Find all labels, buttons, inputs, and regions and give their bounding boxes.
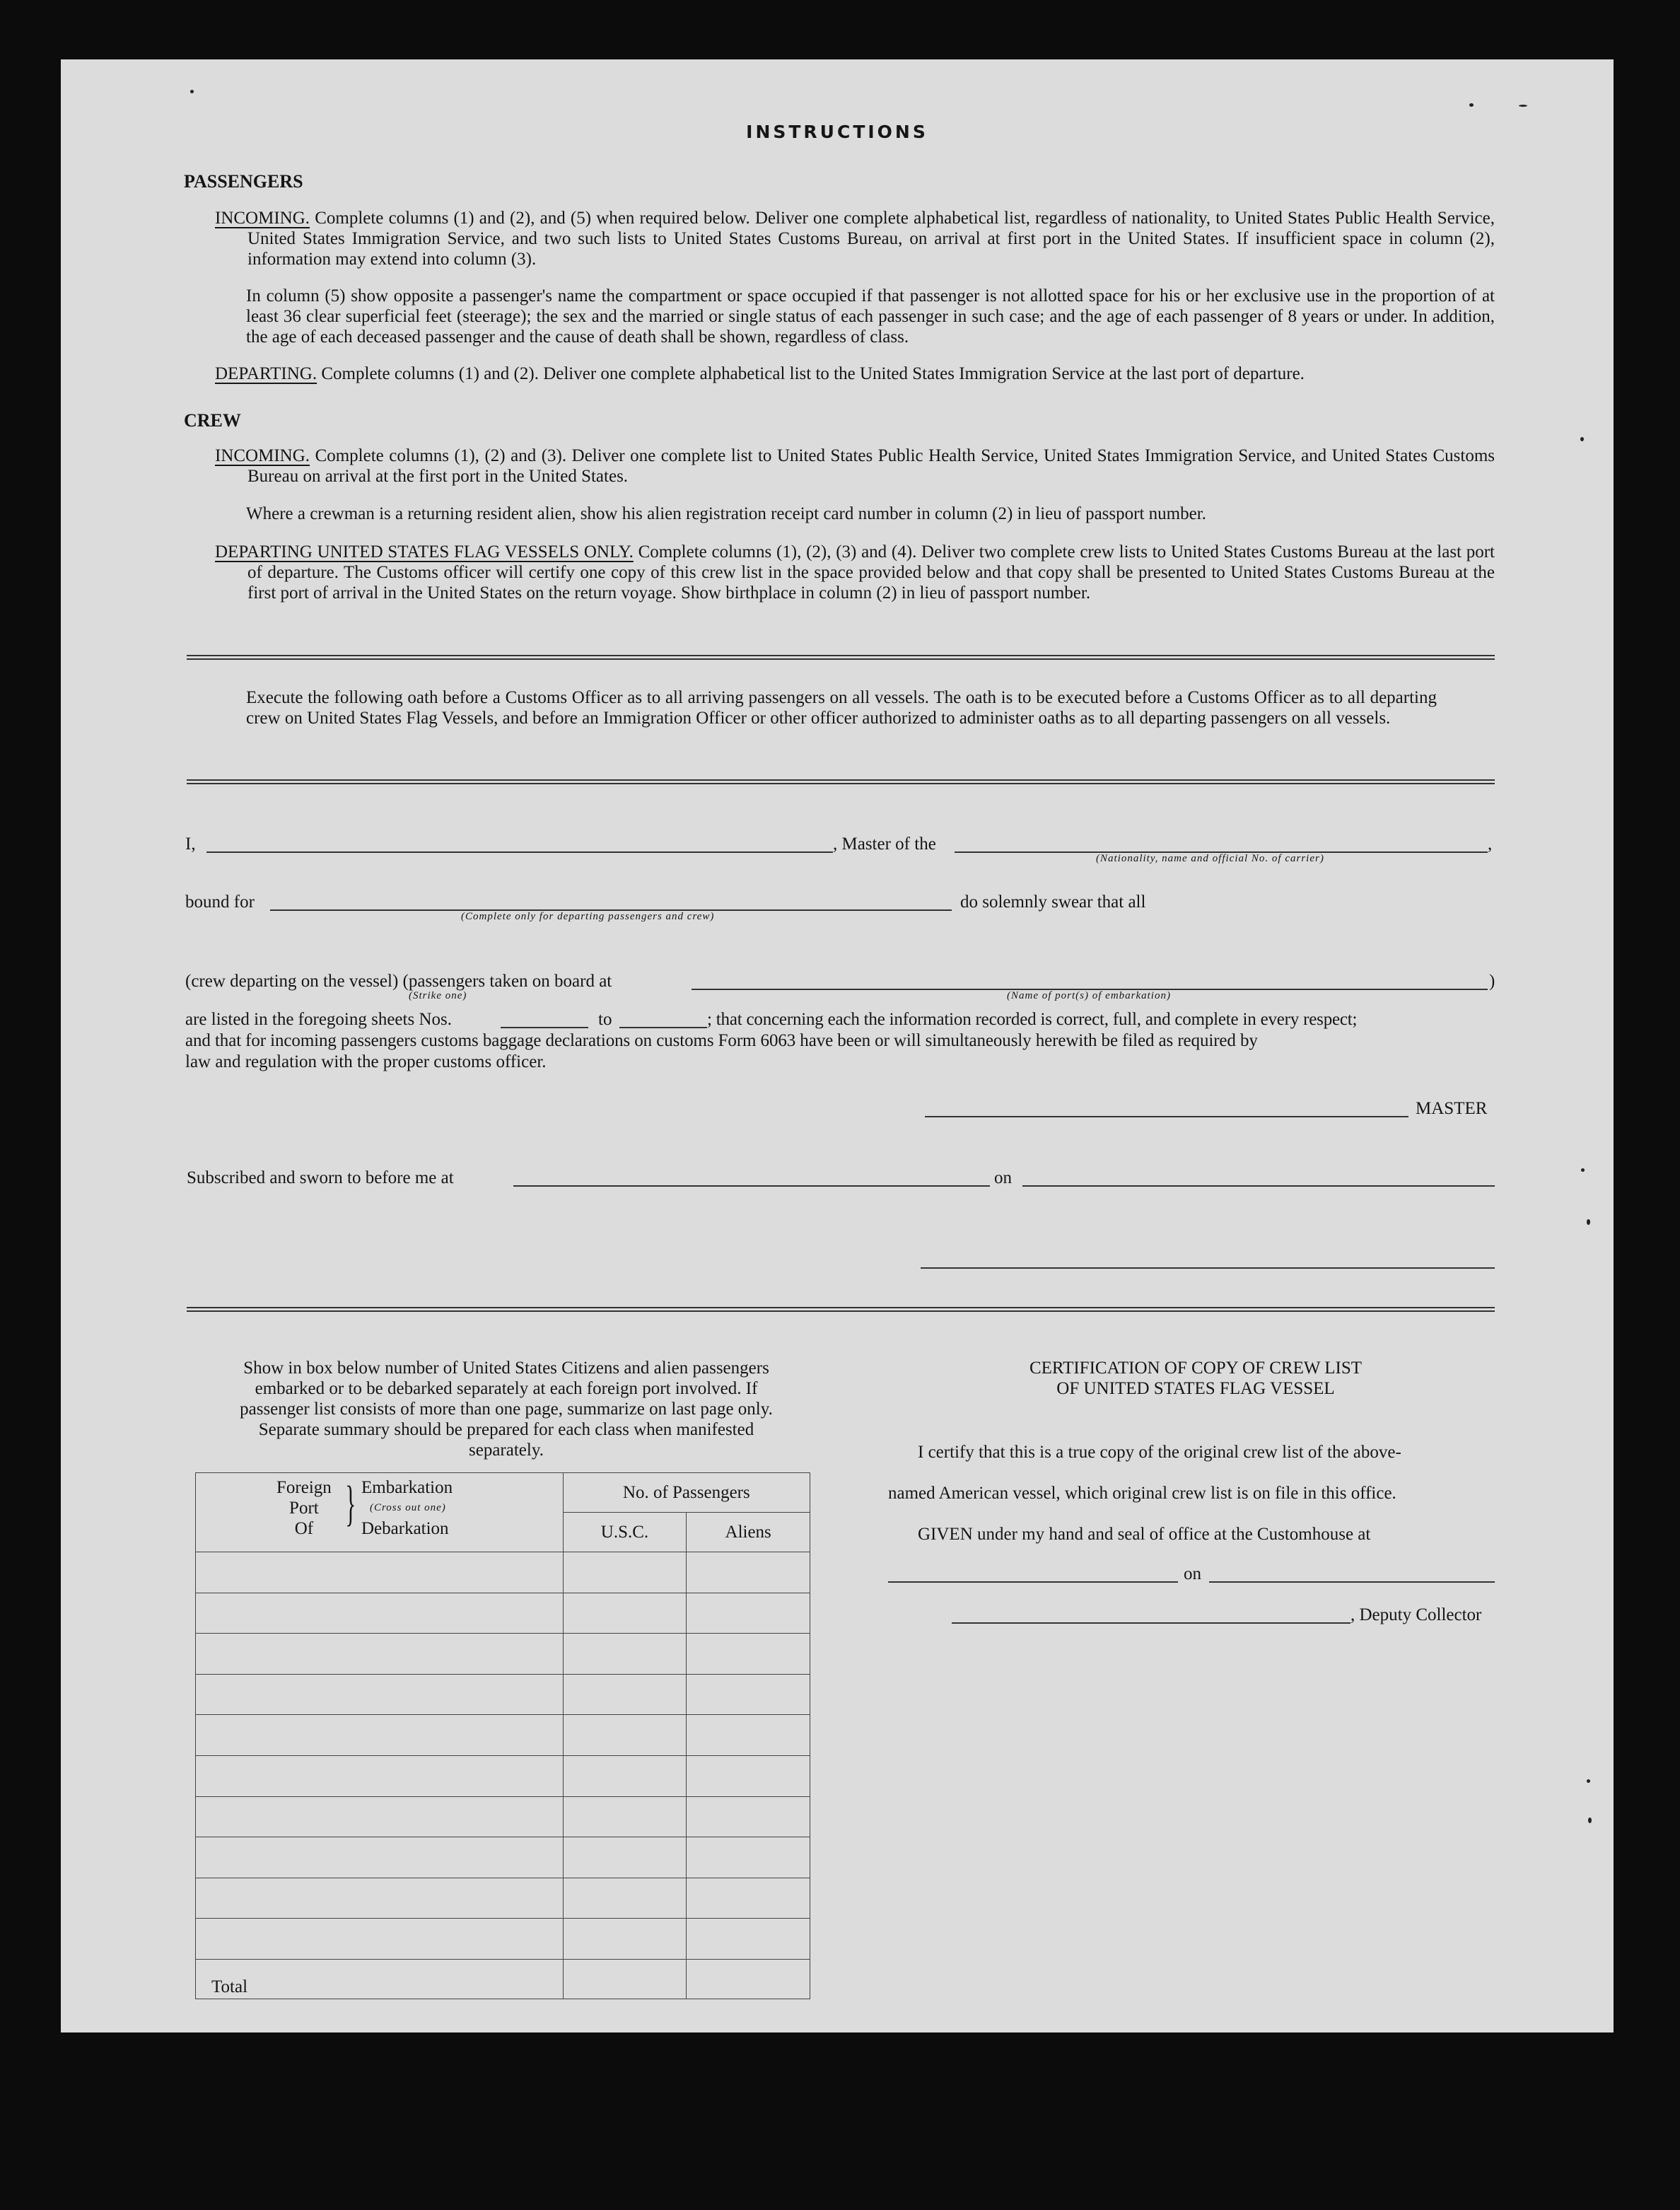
sheet-to-field[interactable]	[619, 1027, 707, 1028]
aliens-cell[interactable]	[687, 1755, 810, 1796]
passengers-incoming-text: Complete columns (1) and (2), and (5) when required below. Deliver one complete alphabetical list, regardless of nationality, to United States Public Health Service, United States Immigration Service, and two such lists to United States Customs Bureau, on arrival at first port in the United States. If insufficient space in column (2), information may extend into column (3).	[247, 209, 1495, 269]
master-of-the-label: , Master of the	[833, 834, 936, 854]
usc-cell[interactable]	[563, 1715, 687, 1756]
scan-speck	[1580, 437, 1584, 441]
carrier-comma: ,	[1488, 834, 1493, 854]
aliens-cell[interactable]	[687, 1634, 810, 1675]
summary-rows	[196, 1552, 810, 1960]
usc-cell[interactable]	[563, 1593, 687, 1634]
usc-header: U.S.C.	[563, 1513, 687, 1552]
instructions-title: INSTRUCTIONS	[746, 122, 928, 142]
scan-speck	[1581, 1168, 1585, 1172]
summary-note: Show in box below number of United States Citizens and alien passengers embarked or to be debarked separately at each foreign port involved. If passenger list consists of more than one page, summarize on last page only. Separate summary should be prepared for each class when manifested separately.	[240, 1359, 773, 1460]
of-label: Of	[294, 1519, 314, 1538]
double-rule	[187, 779, 1495, 784]
port-cell[interactable]	[196, 1796, 564, 1837]
oath-i-label: I,	[185, 834, 196, 854]
port-cell[interactable]	[196, 1552, 564, 1593]
sworn-date-field[interactable]	[1022, 1185, 1495, 1187]
usc-cell[interactable]	[563, 1755, 687, 1796]
aliens-cell[interactable]	[687, 1552, 810, 1593]
subscribed-label: Subscribed and sworn to before me at	[187, 1168, 454, 1187]
summary-row	[196, 1837, 810, 1878]
port-cell[interactable]	[196, 1919, 564, 1960]
port-cell[interactable]	[196, 1674, 564, 1715]
deputy-collector-label: , Deputy Collector	[1351, 1605, 1482, 1624]
port-cell[interactable]	[196, 1593, 564, 1634]
crew-departing-text: (crew departing on the vessel) (passengers taken on board at	[185, 972, 612, 991]
total-aliens-cell[interactable]	[687, 1959, 810, 1999]
summary-row	[196, 1634, 810, 1675]
to-label: to	[598, 1010, 612, 1029]
scan-speck	[1587, 1219, 1590, 1225]
summary-row	[196, 1593, 810, 1634]
oath-note: Execute the following oath before a Customs Officer as to all arriving passengers on all vessels. The oath is to be executed before a Customs Officer as to all departing crew on United States Flag Vessels, and before an Immigration Officer or other officer authorized to administer oaths as to all departing passengers on all vessels.	[246, 688, 1437, 728]
aliens-cell[interactable]	[687, 1715, 810, 1756]
oath-line-3: law and regulation with the proper customs officer.	[185, 1052, 547, 1071]
total-label: Total	[196, 1959, 564, 1999]
certify-line-1: I certify that this is a true copy of the original crew list of the above-	[918, 1443, 1401, 1462]
master-name-field[interactable]	[206, 851, 833, 853]
no-passengers-header: No. of Passengers	[563, 1473, 810, 1513]
cert-on-label: on	[1184, 1564, 1201, 1583]
port-cell[interactable]	[196, 1634, 564, 1675]
summary-row	[196, 1878, 810, 1919]
sheet-from-field[interactable]	[501, 1027, 588, 1028]
double-rule	[187, 1307, 1495, 1312]
passengers-departing-label: DEPARTING.	[215, 364, 317, 383]
customhouse-field[interactable]	[888, 1581, 1178, 1583]
strike-one-caption: (Strike one)	[409, 990, 467, 1001]
crew-departing-label: DEPARTING UNITED STATES FLAG VESSELS ONLY.	[215, 542, 634, 562]
cert-date-field[interactable]	[1209, 1581, 1495, 1583]
crew-alien-paragraph: Where a crewman is a returning resident alien, show his alien registration receipt card number in column (2) in lieu of passport number.	[246, 504, 1206, 523]
master-signature-field[interactable]	[925, 1116, 1408, 1117]
sworn-place-field[interactable]	[513, 1185, 990, 1187]
sworn-on-label: on	[994, 1168, 1012, 1187]
swear-text: do solemnly swear that all	[960, 892, 1146, 912]
officer-signature-field[interactable]	[921, 1267, 1495, 1269]
summary-row	[196, 1674, 810, 1715]
scan-speck	[1587, 1779, 1590, 1783]
crew-heading: CREW	[184, 410, 241, 431]
brace-icon: }	[345, 1477, 356, 1531]
passenger-summary-table	[195, 1472, 810, 1999]
summary-row	[196, 1552, 810, 1593]
listed-rest: ; that concerning each the information recorded is correct, full, and complete in every respect;	[707, 1010, 1358, 1029]
crew-incoming-paragraph	[215, 446, 1495, 487]
crew-incoming-text: Complete columns (1), (2) and (3). Deliver one complete list to United States Public Health Service, United States Immigration Service, and United States Customs Bureau on arrival at the first port in the United States.	[247, 446, 1495, 486]
usc-cell[interactable]	[563, 1674, 687, 1715]
usc-cell[interactable]	[563, 1552, 687, 1593]
port-label: Port	[289, 1499, 319, 1518]
aliens-header: Aliens	[687, 1513, 810, 1552]
form-page	[61, 59, 1614, 2032]
crew-departing-text: Complete columns (1), (2), (3) and (4). Deliver two complete crew lists to United States Customs Bureau at the last port of departure. The Customs officer will certify one copy of this crew list in the space provided below and that copy shall be presented to United States Customs Bureau at the first port of arrival in the United States on the return voyage. Show birthplace in column (2) in lieu of passport number.	[247, 542, 1495, 603]
passengers-column5-paragraph: In column (5) show opposite a passenger's name the compartment or space occupied if that passenger is not allotted space for his or her exclusive use in the proportion of at least 36 clear superficial feet (steerage); the sex and the married or single status of each passenger in such case; and the age of each passenger of 8 years or under. In addition, the age of each deceased passenger and the cause of death shall be shown, regardless of class.	[246, 286, 1495, 347]
passengers-departing-text: Complete columns (1) and (2). Deliver one complete alphabetical list to the United States Immigration Service at the last port of departure.	[321, 364, 1305, 383]
summary-row	[196, 1755, 810, 1796]
usc-cell[interactable]	[563, 1796, 687, 1837]
bound-for-label: bound for	[185, 892, 255, 912]
usc-cell[interactable]	[563, 1878, 687, 1919]
aliens-cell[interactable]	[687, 1837, 810, 1878]
scan-speck	[1469, 103, 1474, 107]
port-cell[interactable]	[196, 1755, 564, 1796]
aliens-cell[interactable]	[687, 1878, 810, 1919]
certification-title-line1: CERTIFICATION OF COPY OF CREW LIST	[1029, 1359, 1363, 1378]
summary-row	[196, 1919, 810, 1960]
listed-prefix: are listed in the foregoing sheets Nos.	[185, 1010, 452, 1029]
embarkation-label: Embarkation	[361, 1478, 453, 1497]
summary-row	[196, 1715, 810, 1756]
usc-cell[interactable]	[563, 1837, 687, 1878]
certification-title	[881, 1358, 1510, 1399]
port-cell[interactable]	[196, 1837, 564, 1878]
aliens-cell[interactable]	[687, 1674, 810, 1715]
crew-departing-paragraph	[215, 542, 1495, 603]
scan-speck	[1588, 1818, 1592, 1823]
certify-line-2: named American vessel, which original crew list is on file in this office.	[888, 1484, 1396, 1503]
carrier-caption: (Nationality, name and official No. of carrier)	[1096, 853, 1324, 864]
certification-title-line2: OF UNITED STATES FLAG VESSEL	[1056, 1379, 1335, 1398]
port-cell[interactable]	[196, 1878, 564, 1919]
total-row	[196, 1959, 810, 1999]
crew-incoming-label: INCOMING.	[215, 446, 310, 465]
master-label: MASTER	[1416, 1099, 1488, 1118]
debarkation-label: Debarkation	[361, 1519, 449, 1538]
port-header	[196, 1473, 564, 1552]
aliens-cell[interactable]	[687, 1796, 810, 1837]
scan-speck	[190, 90, 194, 93]
double-rule	[187, 655, 1495, 660]
port-cell[interactable]	[196, 1715, 564, 1756]
given-line: GIVEN under my hand and seal of office at the Customhouse at	[918, 1525, 1371, 1544]
passengers-incoming-label: INCOMING.	[215, 209, 310, 228]
close-paren: )	[1489, 972, 1495, 991]
passengers-departing-paragraph	[215, 364, 1495, 384]
usc-cell[interactable]	[563, 1634, 687, 1675]
total-usc-cell[interactable]	[563, 1959, 687, 1999]
usc-cell[interactable]	[563, 1919, 687, 1960]
cross-out-label: (Cross out one)	[370, 1502, 446, 1513]
passengers-heading: PASSENGERS	[184, 171, 303, 192]
oath-line-2: and that for incoming passengers customs baggage declarations on customs Form 6063 have been or will simultaneously herewith be filed as required by	[185, 1031, 1258, 1050]
aliens-cell[interactable]	[687, 1593, 810, 1634]
port-caption: (Name of port(s) of embarkation)	[1007, 990, 1171, 1001]
aliens-cell[interactable]	[687, 1919, 810, 1960]
passengers-incoming-paragraph	[215, 208, 1495, 269]
scan-speck	[1519, 105, 1527, 107]
deputy-signature-field[interactable]	[952, 1622, 1351, 1624]
summary-row	[196, 1796, 810, 1837]
bound-for-caption: (Complete only for departing passengers and crew)	[461, 911, 715, 922]
foreign-label: Foreign	[276, 1478, 332, 1497]
